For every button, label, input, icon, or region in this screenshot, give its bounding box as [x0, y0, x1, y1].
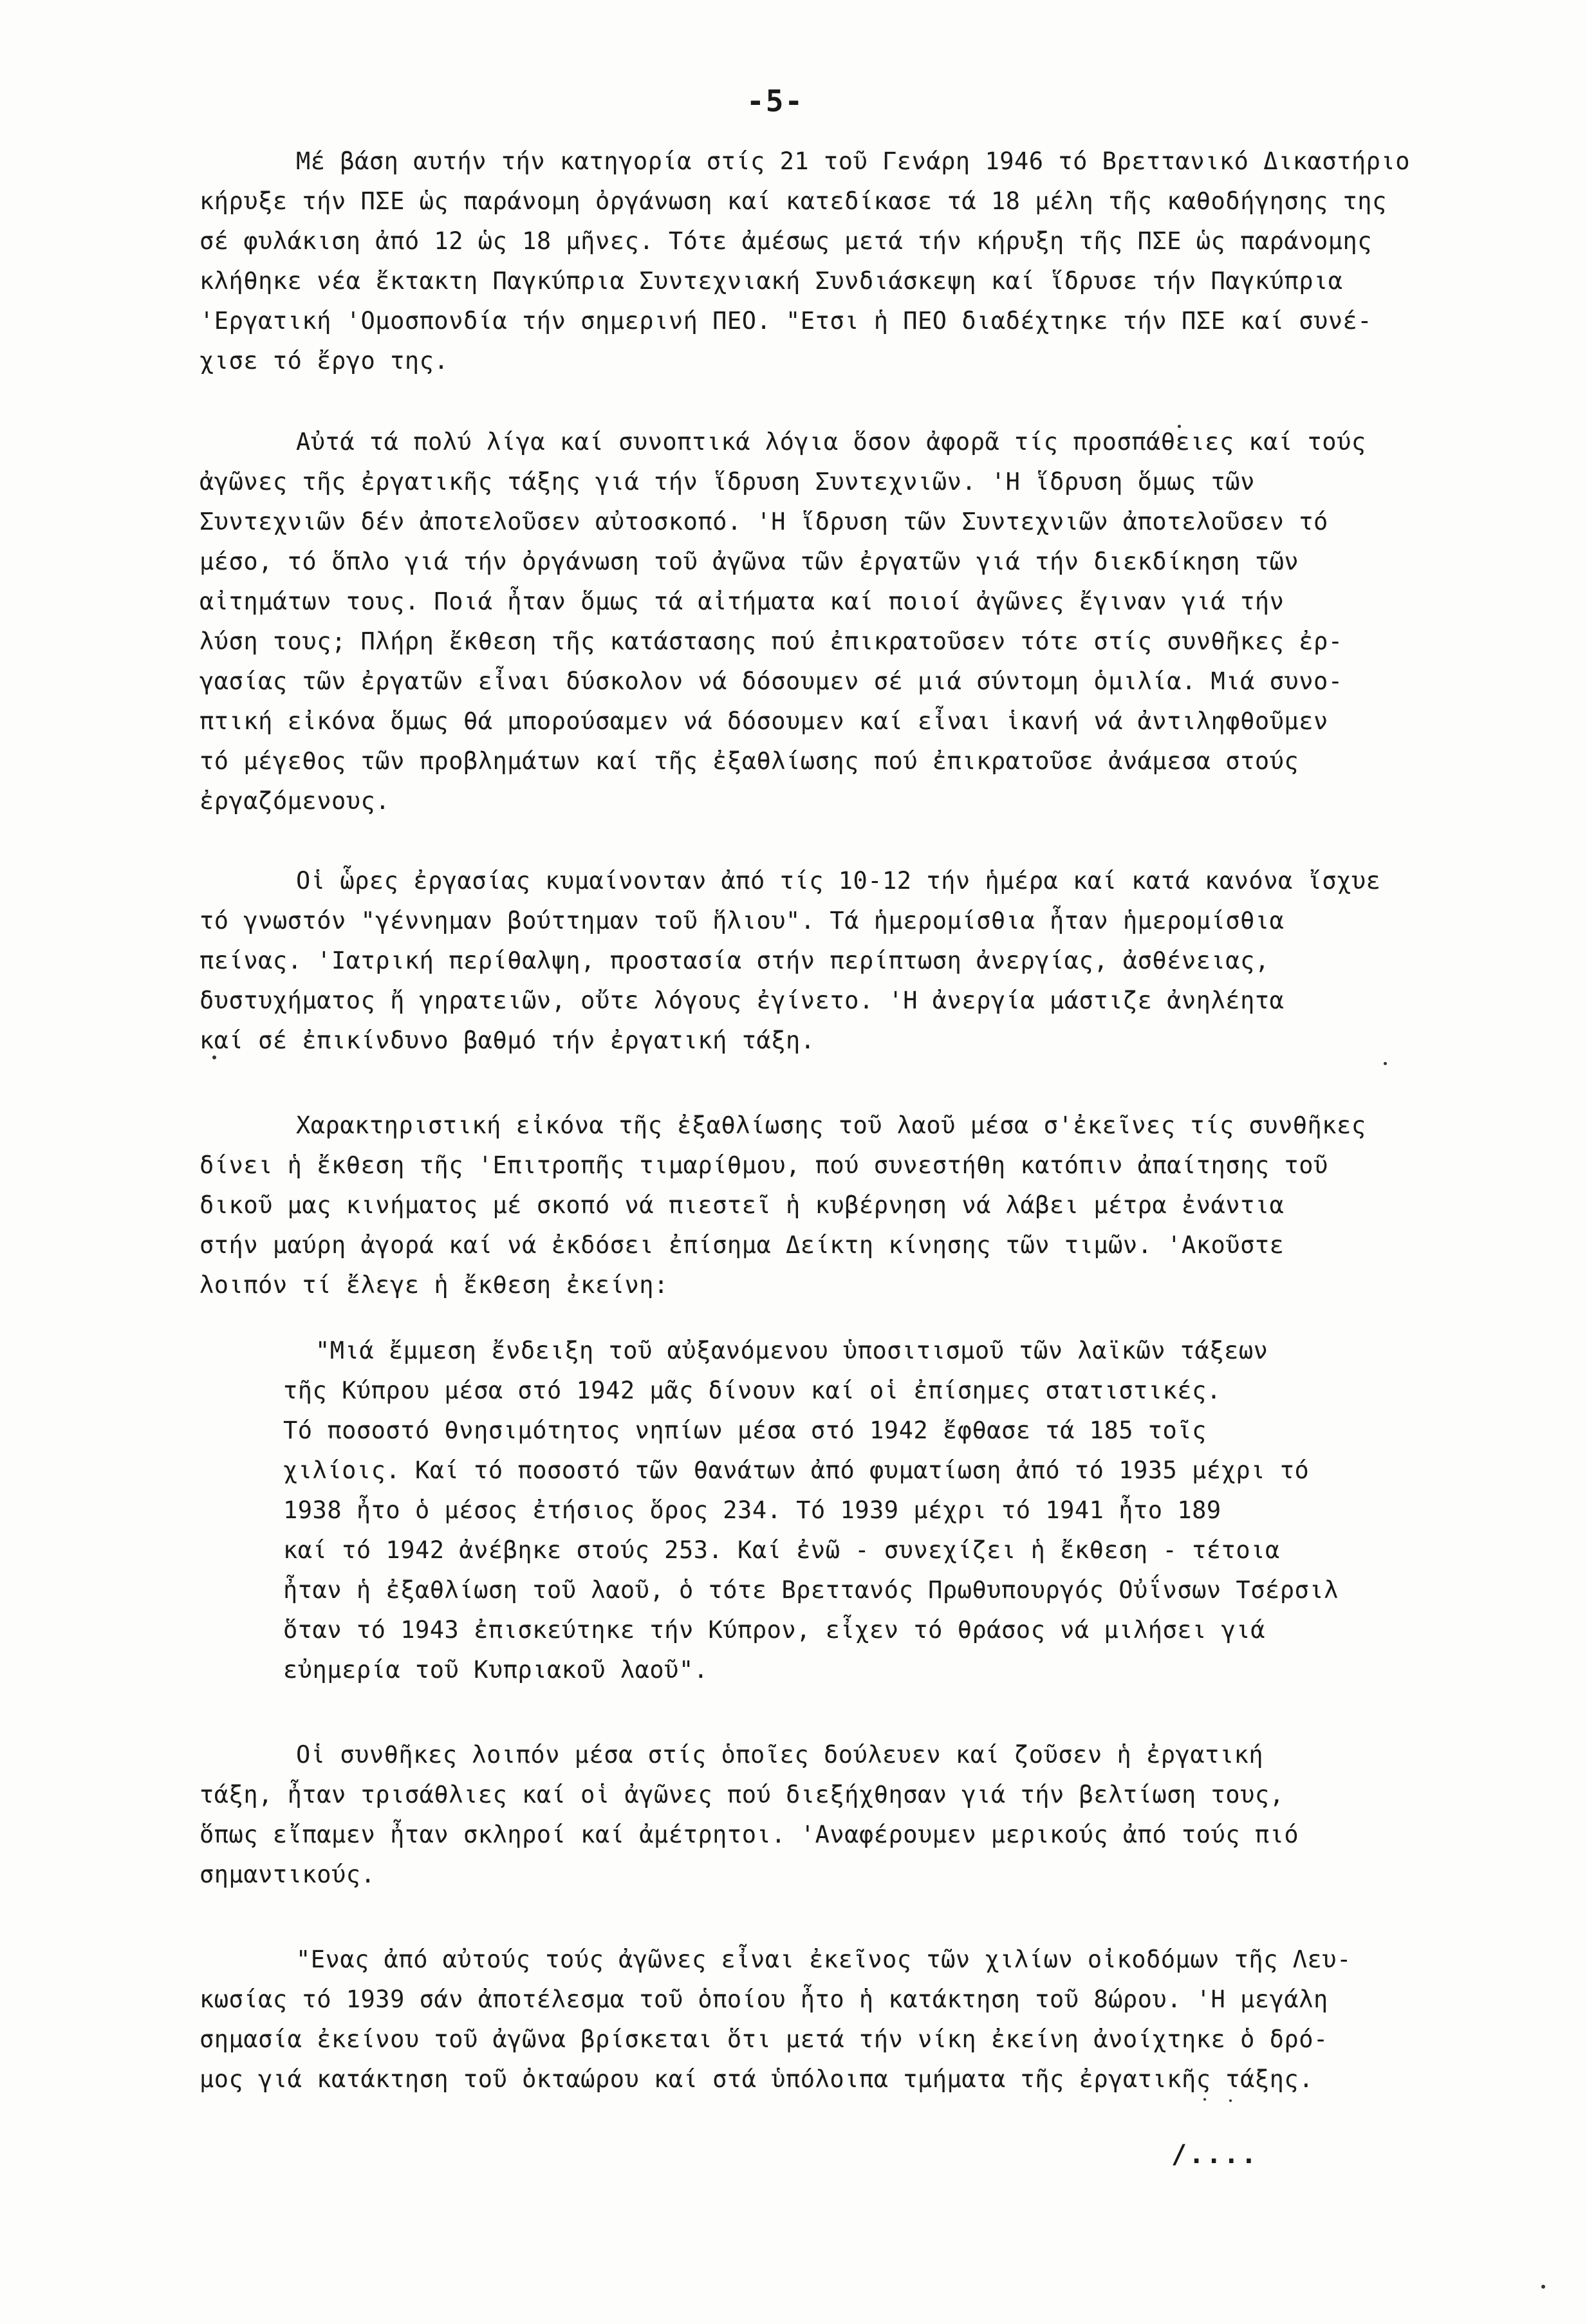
- text-line: Οἱ συνθῆκες λοιπόν μέσα στίς ὁποῖες δούλευεν καί ζοῦσεν ἡ ἐργατική: [296, 1741, 1264, 1769]
- text-line: Οἱ ὧρες ἐργασίας κυμαίνονταν ἀπό τίς 10-12 τήν ἡμέρα καί κατά κανόνα ἴσχυε: [296, 867, 1381, 895]
- scan-speck: [1229, 2099, 1232, 2102]
- text-line: 1938 ἦτο ὁ μέσος ἐτήσιος ὅρος 234. Τό 1939 μέχρι τό 1941 ἦτο 189: [283, 1496, 1221, 1524]
- text-line: τάξη, ἦταν τρισάθλιες καί οἱ ἀγῶνες πού διεξήχθησαν γιά τήν βελτίωση τους,: [200, 1781, 1285, 1808]
- text-line: Μέ βάση αυτήν τήν κατηγορία στίς 21 τοῦ Γενάρη 1946 τό Βρεττανικό Δικαστήριο: [296, 147, 1410, 175]
- paragraph: [200, 1735, 1480, 1895]
- text-line: πτική εἰκόνα ὅμως θά μπορούσαμεν νά δόσουμεν καί εἶναι ἱκανή νά ἀντιληφθοῦμεν: [200, 707, 1328, 735]
- body-text: [200, 142, 1480, 2099]
- text-line: καί σέ ἐπικίνδυνο βαθμό τήν ἐργατική τάξη.: [200, 1027, 815, 1054]
- text-line: καί τό 1942 ἀνέβηκε στούς 253. Καί ἐνῶ - συνεχίζει ἡ ἔκθεση - τέτοια: [283, 1536, 1280, 1564]
- text-line: τό μέγεθος τῶν προβλημάτων καί τῆς ἐξαθλίωσης πού ἐπικρατοῦσε ἀνάμεσα στούς: [200, 747, 1299, 775]
- text-line: δυστυχήματος ἤ γηρατειῶν, οὔτε λόγους ἐγίνετο. 'Η ἀνεργία μάστιζε ἀνηλέητα: [200, 987, 1285, 1014]
- scan-speck: [1384, 1062, 1387, 1065]
- paragraph: [200, 861, 1480, 1061]
- text-line: λοιπόν τί ἔλεγε ἡ ἔκθεση ἐκείνη:: [200, 1271, 669, 1299]
- text-line: Τό ποσοστό θνησιμότητος νηπίων μέσα στό 1942 ἔφθασε τά 185 τοῖς: [283, 1417, 1207, 1444]
- paragraph: [200, 142, 1480, 381]
- text-line: δικοῦ μας κινήματος μέ σκοπό νά πιεστεῖ ἡ κυβέρνηση νά λάβει μέτρα ἐνάντια: [200, 1191, 1285, 1219]
- text-line: σέ φυλάκιση ἀπό 12 ὡς 18 μῆνες. Τότε ἀμέσως μετά τήν κήρυξη τῆς ΠΣΕ ὡς παράνομης: [200, 227, 1373, 255]
- page-number: -5-: [747, 84, 804, 118]
- text-line: κήρυξε τήν ΠΣΕ ὡς παράνομη ὀργάνωση καί κατεδίκασε τά 18 μέλη τῆς καθοδήγησης της: [200, 187, 1387, 215]
- text-line: στήν μαύρη ἀγορά καί νά ἐκδόσει ἐπίσημα Δείκτη κίνησης τῶν τιμῶν. 'Ακοῦστε: [200, 1231, 1285, 1259]
- continuation-mark: /....: [1171, 2140, 1259, 2170]
- scan-speck: [212, 1055, 216, 1059]
- paragraph: [200, 1940, 1480, 2099]
- text-line: Συντεχνιῶν δέν ἀποτελοῦσεν αὐτοσκοπό. 'Η ἵδρυση τῶν Συντεχνιῶν ἀποτελοῦσεν τό: [200, 508, 1328, 535]
- scan-speck: [1541, 2285, 1545, 2289]
- block-quote: [200, 1331, 1480, 1690]
- text-line: ἦταν ἡ ἐξαθλίωση τοῦ λαοῦ, ὁ τότε Βρεττανός Πρωθυπουργός Οὐΐνσων Τσέρσιλ: [283, 1576, 1339, 1604]
- text-line: ἐργαζόμενους.: [200, 787, 391, 815]
- text-line: κλήθηκε νέα ἔκτακτη Παγκύπρια Συντεχνιακή Συνδιάσκεψη καί ἵδρυσε τήν Παγκύπρια: [200, 267, 1343, 295]
- text-line: ἀγῶνες τῆς ἐργατικῆς τάξης γιά τήν ἵδρυση Συντεχνιῶν. 'Η ἵδρυση ὅμως τῶν: [200, 468, 1255, 496]
- paragraph: [200, 1106, 1480, 1305]
- text-line: σημαντικούς.: [200, 1861, 376, 1888]
- text-line: "Μιά ἔμμεση ἔνδειξη τοῦ αὐξανόμενου ὑποσιτισμοῦ τῶν λαϊκῶν τάξεων: [315, 1337, 1268, 1364]
- text-line: ὅπως εἴπαμεν ἦταν σκληροί καί ἀμέτρητοι. 'Αναφέρουμεν μερικούς ἀπό τούς πιό: [200, 1821, 1299, 1848]
- scan-speck: [1178, 425, 1181, 428]
- paragraph: [200, 422, 1480, 821]
- text-line: τό γνωστόν "γέννημαν βούττημαν τοῦ ἥλιου". Τά ἡμερομίσθια ἦταν ἡμερομίσθια: [200, 907, 1285, 934]
- text-line: λύση τους; Πλήρη ἔκθεση τῆς κατάστασης πού ἐπικρατοῦσεν τότε στίς συνθῆκες ἐρ-: [200, 627, 1343, 655]
- text-line: τῆς Κύπρου μέσα στό 1942 μᾶς δίνουν καί οἱ ἐπίσημες στατιστικές.: [283, 1377, 1221, 1404]
- text-line: κωσίας τό 1939 σάν ἀποτέλεσμα τοῦ ὁποίου ἦτο ἡ κατάκτηση τοῦ 8ώρου. 'Η μεγάλη: [200, 1985, 1328, 2013]
- text-line: χιλίοις. Καί τό ποσοστό τῶν θανάτων ἀπό φυματίωση ἀπό τό 1935 μέχρι τό: [283, 1456, 1310, 1484]
- text-line: εὐημερία τοῦ Κυπριακοῦ λαοῦ".: [283, 1656, 709, 1684]
- text-line: δίνει ἡ ἔκθεση τῆς 'Επιτροπῆς τιμαρίθμου, πού συνεστήθη κατόπιν ἀπαίτησης τοῦ: [200, 1151, 1328, 1179]
- text-line: γασίας τῶν ἐργατῶν εἶναι δύσκολον νά δόσουμεν σέ μιά σύντομη ὁμιλία. Μιά συνο-: [200, 667, 1343, 695]
- text-line: πείνας. 'Ιατρική περίθαλψη, προστασία στήν περίπτωση ἀνεργίας, ἀσθένειας,: [200, 947, 1270, 974]
- text-line: χισε τό ἔργο της.: [200, 347, 449, 375]
- text-line: "Ενας ἀπό αὐτούς τούς ἀγῶνες εἶναι ἐκεῖνος τῶν χιλίων οἰκοδόμων τῆς Λευ-: [296, 1946, 1351, 1973]
- text-line: ὅταν τό 1943 ἐπισκεύτηκε τήν Κύπρον, εἶχεν τό θράσος νά μιλήσει γιά: [283, 1616, 1265, 1644]
- text-line: αἰτημάτων τους. Ποιά ἦταν ὅμως τά αἰτήματα καί ποιοί ἀγῶνες ἔγιναν γιά τήν: [200, 588, 1285, 615]
- text-line: 'Εργατική 'Ομοσπονδία τήν σημερινή ΠΕΟ. "Ετσι ἡ ΠΕΟ διαδέχτηκε τήν ΠΣΕ καί συνέ-: [200, 307, 1373, 335]
- scan-speck: [1203, 2098, 1206, 2101]
- text-line: σημασία ἐκείνου τοῦ ἀγῶνα βρίσκεται ὅτι μετά τήν νίκη ἐκείνη ἀνοίχτηκε ὁ δρό-: [200, 2025, 1328, 2053]
- text-line: Αὐτά τά πολύ λίγα καί συνοπτικά λόγια ὅσον ἀφορᾶ τίς προσπάθειες καί τούς: [296, 428, 1366, 456]
- text-line: μος γιά κατάκτηση τοῦ ὀκταώρου καί στά ὑπόλοιπα τμήματα τῆς ἐργατικῆς τάξης.: [200, 2065, 1313, 2093]
- text-line: μέσο, τό ὅπλο γιά τήν ὀργάνωση τοῦ ἀγῶνα τῶν ἐργατῶν γιά τήν διεκδίκηση τῶν: [200, 548, 1299, 575]
- text-line: Χαρακτηριστική εἰκόνα τῆς ἐξαθλίωσης τοῦ λαοῦ μέσα σ'ἐκεῖνες τίς συνθῆκες: [296, 1111, 1366, 1139]
